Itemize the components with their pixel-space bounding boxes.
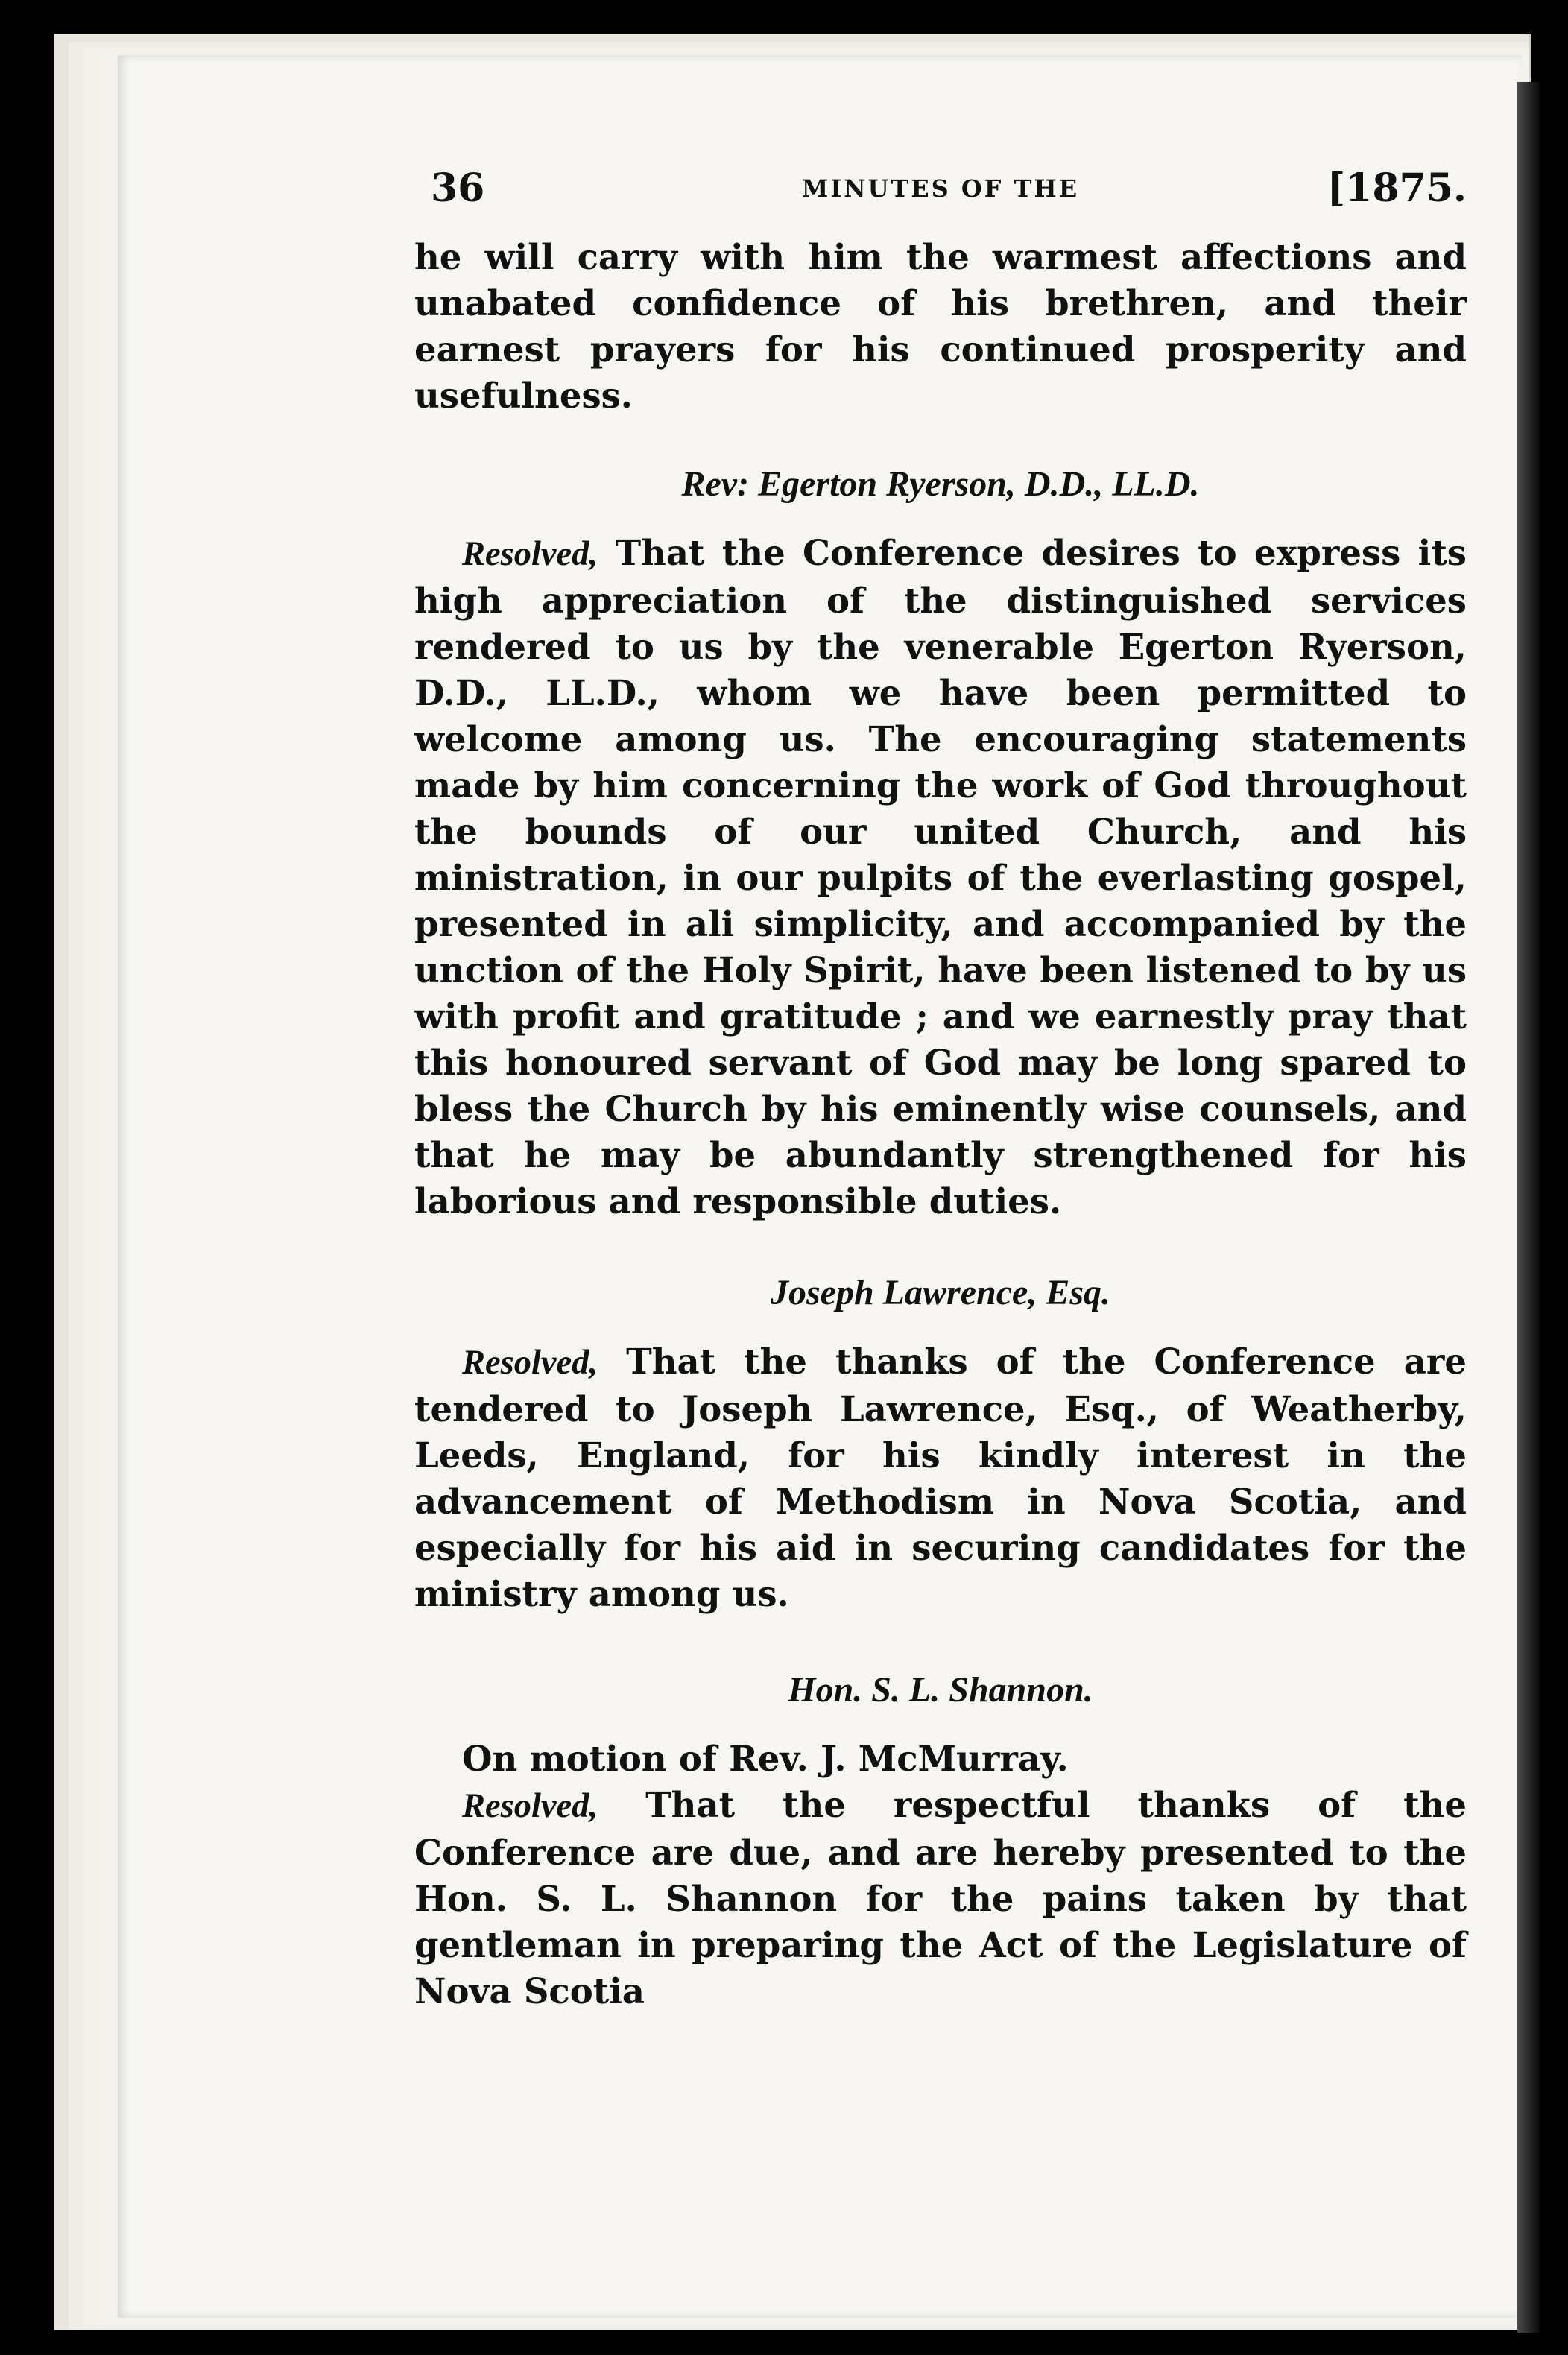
- section-heading-ryerson: Rev: Egerton Ryerson, D.D., LL.D.: [681, 464, 1200, 504]
- running-year: [1875.: [1327, 165, 1467, 211]
- resolved-label: Resolved,: [462, 1344, 598, 1382]
- resolution-ryerson: [414, 530, 1467, 1224]
- page-gutter-shadow: [1517, 82, 1540, 2333]
- section-heading-lawrence: Joseph Lawrence, Esq.: [771, 1273, 1110, 1312]
- motion-line: On motion of Rev. J. McMurray.: [462, 1738, 1069, 1779]
- resolution-lawrence: [414, 1338, 1467, 1617]
- resolution-text: That the thanks of the Conference are tendered to Joseph Lawrence, Esq., of Weatherby, Leeds, England, for his kindly interest in the advancement of Methodism in Nova Scotia, and especially for his aid in securing candidates for the ministry among us.: [414, 1341, 1467, 1614]
- running-title: MINUTES OF THE: [801, 174, 1080, 203]
- section-heading-shannon: Hon. S. L. Shannon.: [788, 1670, 1093, 1710]
- resolved-label: Resolved,: [462, 535, 598, 573]
- page-text-block: [414, 157, 1467, 2014]
- resolved-label: Resolved,: [462, 1787, 598, 1825]
- resolution-text: That the Conference desires to express its high appreciation of the distinguished services rendered to us by the venerable Egerton Ryerson, D.D., LL.D., whom we have been permitted to welcome among us. The encouraging statements made by him concerning the work of God throughout the bounds of our united Church, and his ministration, in our pulpits of the everlasting gospel, presented in ali simplicity, and accompanied by the unction of the Holy Spirit, have been listened to by us with profit and gratitude ; and we earnestly pray that this honoured servant of God may be long spared to bless the Church by his eminently wise counsels, and that he may be abundantly strengthened for his laborious and responsible duties.: [414, 532, 1467, 1221]
- resolution-text: That the respectful thanks of the Conference are due, and are hereby presented to the Hon. S. L. Shannon for the pains taken by that gentleman in preparing the Act of the Legislature of Nova Scotia: [414, 1784, 1467, 2011]
- running-head: [414, 157, 1467, 224]
- resolution-shannon: [414, 1782, 1467, 2014]
- page-number: 36: [431, 165, 485, 211]
- intro-paragraph: he will carry with him the warmest affections and unabated confidence of his brethren, and their earnest prayers for his continued prosperity and usefulness.: [414, 236, 1467, 416]
